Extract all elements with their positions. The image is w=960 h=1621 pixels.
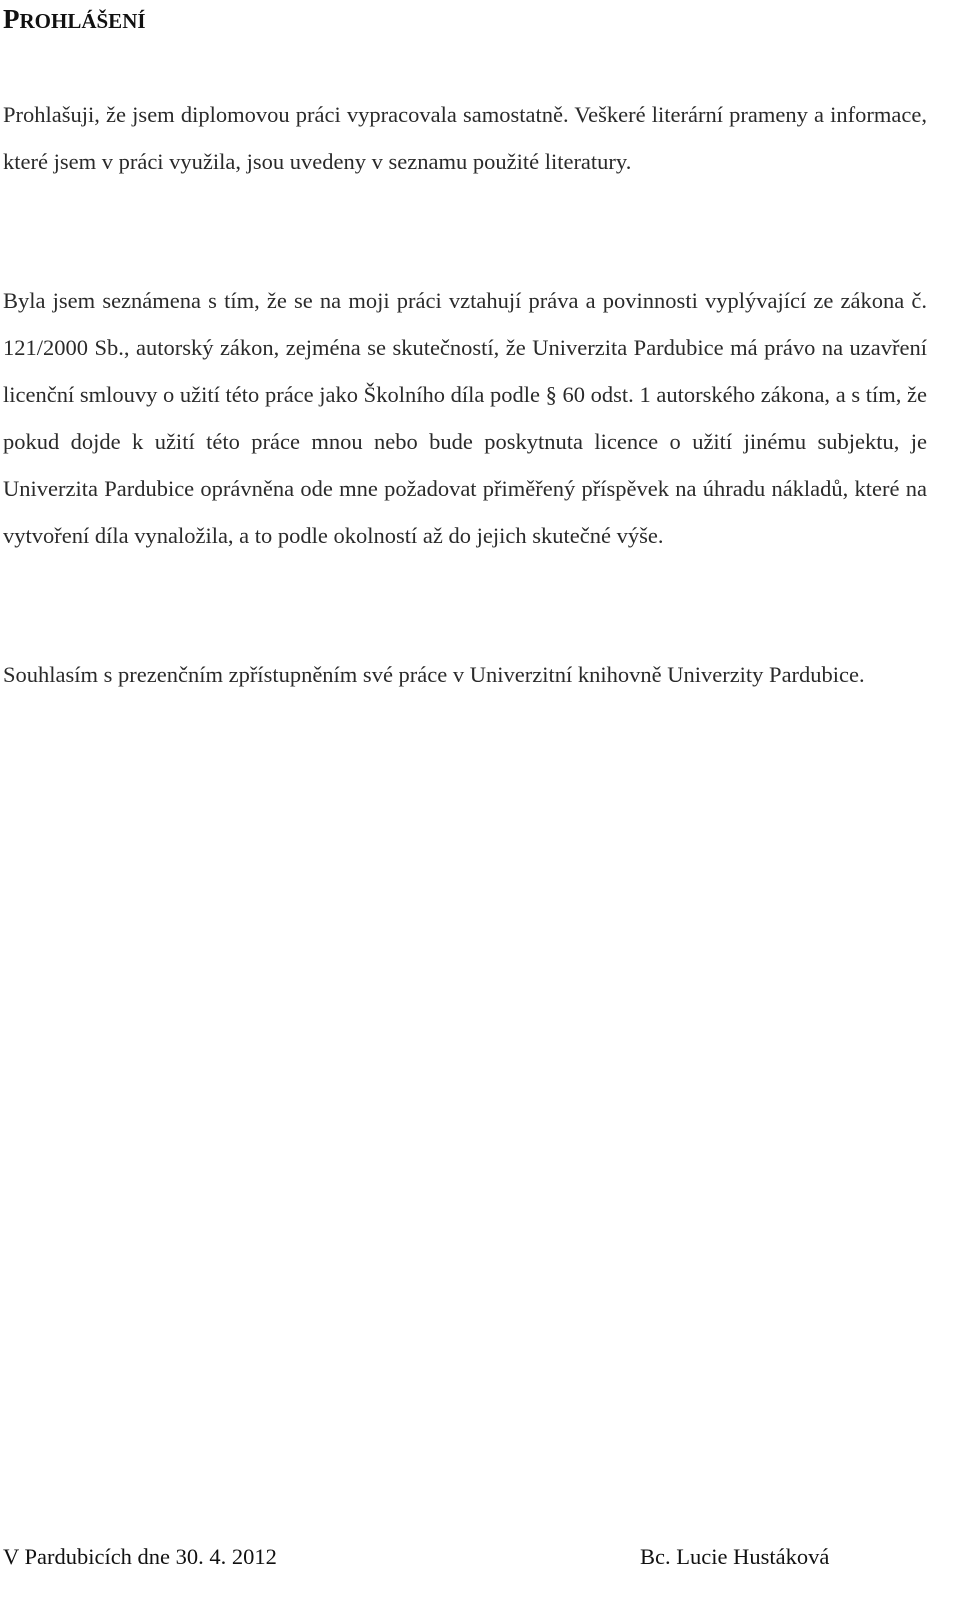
title-first-letter: P — [3, 4, 20, 34]
author-name: Bc. Lucie Hustáková — [640, 1544, 830, 1569]
page-title — [3, 2, 146, 38]
declaration-paragraph-copyright: Byla jsem seznámena s tím, že se na moji práci vztahují práva a povinnosti vyplývající ze zákona č. 121/2000 Sb., autorský zákon, zejména se skutečností, že Univerzita Pardubice má právo na uzavření licenční smlouvy o užití této práce jako Školního díla podle § 60 odst. 1 autorského zákona, a s tím, že pokud dojde k užití této práce mnou nebo bude poskytnuta licence o užití jinému subjektu, je Univerzita Pardubice oprávněna ode mne požadovat přiměřený příspěvek na úhradu nákladů, které na vytvoření díla vynaložila, a to podle okolností až do jejich skutečné výše. — [3, 288, 927, 548]
title-rest: ROHLÁŠENÍ — [19, 9, 146, 33]
place-and-date: V Pardubicích dne 30. 4. 2012 — [3, 1544, 277, 1569]
declaration-paragraph-authorship: Prohlašuji, že jsem diplomovou práci vypracovala samostatně. Veškeré literární prameny a informace, které jsem v práci využila, jsou uvedeny v seznamu použité literatury. — [3, 102, 927, 174]
declaration-paragraph-library-consent: Souhlasím s prezenčním zpřístupněním své práce v Univerzitní knihovně Univerzity Pardubice. — [3, 662, 865, 687]
signature-footer — [0, 1540, 960, 1574]
